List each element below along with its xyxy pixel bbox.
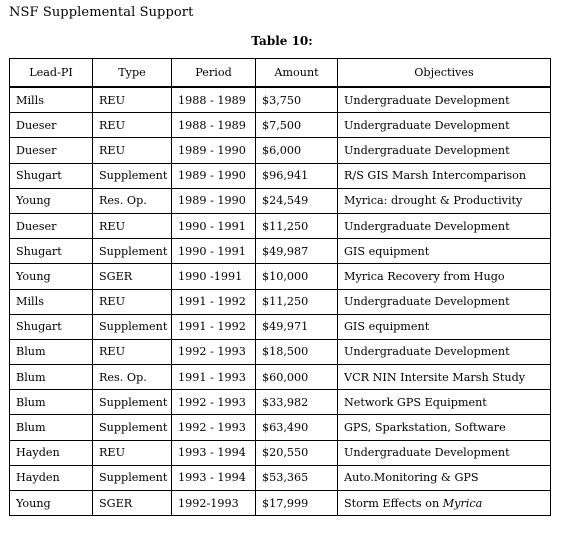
header-objectives: Objectives — [338, 59, 551, 88]
cell-type: REU — [93, 339, 172, 364]
cell-period: 1990 - 1991 — [172, 239, 256, 264]
table-caption: Table 10: — [251, 34, 313, 48]
cell-objective: Undergraduate Development — [338, 138, 551, 163]
table-row — [10, 163, 551, 188]
table-row — [10, 113, 551, 138]
cell-period: 1989 - 1990 — [172, 138, 256, 163]
cell-period: 1990 - 1991 — [172, 213, 256, 238]
cell-type: SGER — [93, 491, 172, 516]
cell-type: REU — [93, 138, 172, 163]
cell-objective: Undergraduate Development — [338, 440, 551, 465]
table-row — [10, 390, 551, 415]
cell-period: 1989 - 1990 — [172, 163, 256, 188]
cell-amount: $10,000 — [256, 264, 338, 289]
document-title: NSF Supplemental Support — [9, 5, 194, 20]
cell-lead-pi: Shugart — [10, 163, 93, 188]
cell-period: 1993 - 1994 — [172, 465, 256, 490]
table-row — [10, 465, 551, 490]
header-amount: Amount — [256, 59, 338, 88]
cell-amount: $7,500 — [256, 113, 338, 138]
cell-objective: R/S GIS Marsh Intercomparison — [338, 163, 551, 188]
cell-period: 1988 - 1989 — [172, 87, 256, 113]
cell-period: 1990 -1991 — [172, 264, 256, 289]
table-row — [10, 87, 551, 113]
cell-type: Supplement — [93, 163, 172, 188]
cell-amount: $11,250 — [256, 213, 338, 238]
cell-lead-pi: Mills — [10, 289, 93, 314]
table-row — [10, 138, 551, 163]
cell-amount: $17,999 — [256, 491, 338, 516]
cell-amount: $20,550 — [256, 440, 338, 465]
cell-lead-pi: Young — [10, 491, 93, 516]
table-row — [10, 213, 551, 238]
cell-objective: GIS equipment — [338, 314, 551, 339]
cell-type: SGER — [93, 264, 172, 289]
table-row — [10, 339, 551, 364]
cell-amount: $11,250 — [256, 289, 338, 314]
nsf-support-table — [9, 58, 551, 516]
cell-type: Supplement — [93, 239, 172, 264]
header-lead-pi: Lead-PI — [10, 59, 93, 88]
cell-amount: $3,750 — [256, 87, 338, 113]
objective-text: Storm Effects on — [344, 496, 443, 510]
cell-amount: $24,549 — [256, 188, 338, 213]
table-row — [10, 365, 551, 390]
cell-lead-pi: Dueser — [10, 138, 93, 163]
cell-lead-pi: Hayden — [10, 465, 93, 490]
cell-amount: $6,000 — [256, 138, 338, 163]
cell-type: Res. Op. — [93, 365, 172, 390]
cell-type: Res. Op. — [93, 188, 172, 213]
cell-amount: $18,500 — [256, 339, 338, 364]
cell-type: Supplement — [93, 390, 172, 415]
cell-objective — [338, 491, 551, 516]
cell-type: REU — [93, 289, 172, 314]
table-row — [10, 440, 551, 465]
cell-objective: Undergraduate Development — [338, 87, 551, 113]
cell-lead-pi: Young — [10, 264, 93, 289]
cell-period: 1992-1993 — [172, 491, 256, 516]
cell-lead-pi: Blum — [10, 390, 93, 415]
cell-objective: Undergraduate Development — [338, 339, 551, 364]
cell-lead-pi: Blum — [10, 415, 93, 440]
cell-type: Supplement — [93, 465, 172, 490]
cell-amount: $63,490 — [256, 415, 338, 440]
cell-period: 1992 - 1993 — [172, 339, 256, 364]
cell-lead-pi: Young — [10, 188, 93, 213]
cell-objective: GPS, Sparkstation, Software — [338, 415, 551, 440]
cell-lead-pi: Blum — [10, 365, 93, 390]
cell-type: Supplement — [93, 314, 172, 339]
cell-objective: Undergraduate Development — [338, 113, 551, 138]
cell-type: Supplement — [93, 415, 172, 440]
cell-lead-pi: Shugart — [10, 314, 93, 339]
header-period: Period — [172, 59, 256, 88]
cell-objective: Network GPS Equipment — [338, 390, 551, 415]
cell-period: 1992 - 1993 — [172, 390, 256, 415]
cell-period: 1991 - 1992 — [172, 289, 256, 314]
cell-objective: Myrica: drought & Productivity — [338, 188, 551, 213]
table-row — [10, 289, 551, 314]
table-body — [10, 87, 551, 516]
cell-lead-pi: Hayden — [10, 440, 93, 465]
cell-objective: VCR NIN Intersite Marsh Study — [338, 365, 551, 390]
cell-lead-pi: Shugart — [10, 239, 93, 264]
cell-lead-pi: Dueser — [10, 113, 93, 138]
cell-amount: $49,987 — [256, 239, 338, 264]
cell-amount: $49,971 — [256, 314, 338, 339]
cell-objective: Undergraduate Development — [338, 289, 551, 314]
cell-lead-pi: Dueser — [10, 213, 93, 238]
table-row — [10, 188, 551, 213]
cell-amount: $60,000 — [256, 365, 338, 390]
cell-objective: Auto.Monitoring & GPS — [338, 465, 551, 490]
cell-amount: $33,982 — [256, 390, 338, 415]
cell-lead-pi: Blum — [10, 339, 93, 364]
cell-type: REU — [93, 440, 172, 465]
cell-period: 1988 - 1989 — [172, 113, 256, 138]
cell-period: 1993 - 1994 — [172, 440, 256, 465]
cell-amount: $96,941 — [256, 163, 338, 188]
cell-period: 1991 - 1993 — [172, 365, 256, 390]
cell-lead-pi: Mills — [10, 87, 93, 113]
cell-amount: $53,365 — [256, 465, 338, 490]
table-row — [10, 415, 551, 440]
cell-objective: Myrica Recovery from Hugo — [338, 264, 551, 289]
cell-type: REU — [93, 113, 172, 138]
objective-italic-text: Myrica — [442, 496, 483, 510]
cell-objective: GIS equipment — [338, 239, 551, 264]
cell-period: 1991 - 1992 — [172, 314, 256, 339]
table-row — [10, 314, 551, 339]
cell-objective: Undergraduate Development — [338, 213, 551, 238]
cell-period: 1992 - 1993 — [172, 415, 256, 440]
cell-type: REU — [93, 213, 172, 238]
cell-type: REU — [93, 87, 172, 113]
header-row — [10, 59, 551, 88]
table-row — [10, 491, 551, 516]
table-row — [10, 239, 551, 264]
header-type: Type — [93, 59, 172, 88]
table-row — [10, 264, 551, 289]
cell-period: 1989 - 1990 — [172, 188, 256, 213]
